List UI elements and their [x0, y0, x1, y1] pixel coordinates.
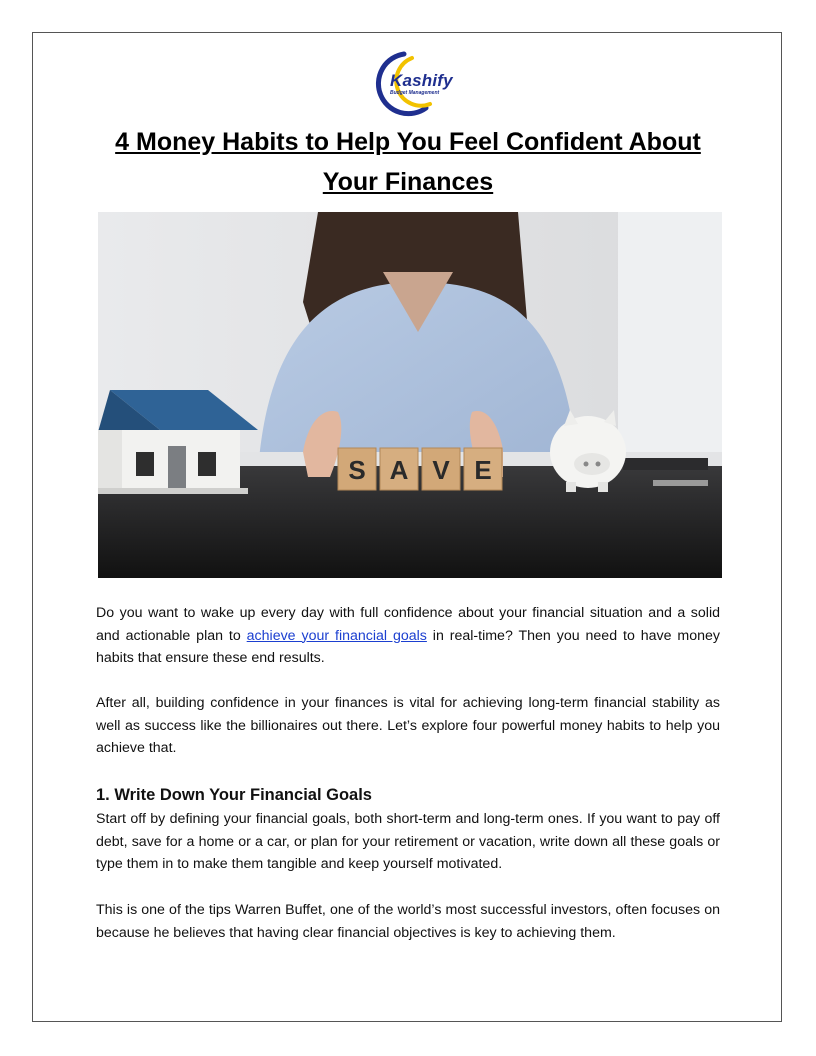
- intro-text-before: Do you want to wake up every day with full confidence about your financial situation and a solid and actionable plan to: [96, 605, 720, 644]
- logo-brand: Kashify: [390, 71, 453, 90]
- financial-goals-link[interactable]: achieve your financial goals: [246, 627, 427, 644]
- block-letter: S: [348, 455, 366, 485]
- block-letter: A: [389, 455, 409, 485]
- section1-paragraph-2: This is one of the tips Warren Buffet, one of the world’s most successful investors, often focuses on because he believes that having clear financial objectives is key to achieving them.: [96, 902, 720, 941]
- paragraph-2: After all, building confidence in your finances is vital for achieving long-term financial stability as well as success like the billionaires out there. Let’s explore four powerful money habits to help you achieve that.: [96, 695, 720, 756]
- hero-photo: [98, 212, 722, 578]
- block-letter: E: [474, 455, 492, 485]
- intro-text-after: in real-time? Then you need to have money habits that ensure these end results.: [96, 627, 721, 666]
- section1-paragraph-1: Start off by defining your financial goals, both short-term and long-term ones. If you want to pay off debt, save for a home or a car, or plan for your retirement or vacation, write down all these goals or type them in to make them tangible and keep yourself motivated.: [96, 811, 720, 872]
- page-title: 4 Money Habits to Help You Feel Confident About Your Finances: [115, 128, 701, 196]
- logo-tagline: Budget Management: [390, 90, 440, 96]
- section-heading: 1. Write Down Your Financial Goals: [96, 786, 372, 804]
- intro-paragraph: [96, 602, 720, 670]
- block-letter: V: [432, 455, 450, 485]
